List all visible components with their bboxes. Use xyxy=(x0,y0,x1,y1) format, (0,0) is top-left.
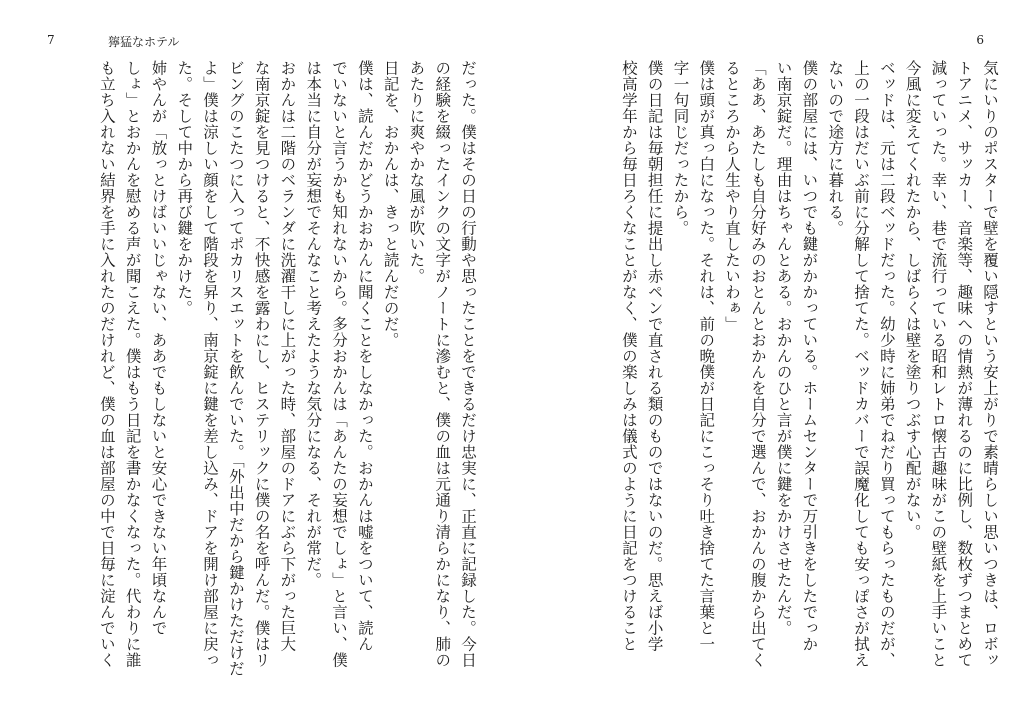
text-line: 日記を、おかんは、きっと読んだのだ。 xyxy=(381,60,400,348)
running-title: 獰猛なホテル xyxy=(108,35,180,49)
text-line: の経験を綴ったインクの文字がノートに滲むと、僕の血は元通り清らかになり、肺の xyxy=(433,60,452,668)
text-line: ないので途方に暮れる。 xyxy=(826,60,845,236)
text-line: よ」僕は涼しい顔をして階段を昇り、南京錠に鍵を差し込み、ドアを開け部屋に戻っ xyxy=(201,60,220,668)
text-line: 僕の部屋には、いつでも鍵がかかっている。ホームセンターで万引きをしたでっか xyxy=(800,60,819,652)
text-line: トアニメ、サッカー、音楽等、趣味への情熱が薄れるのに比例し、数枚ずつまとめて xyxy=(955,60,974,668)
text-line: 減っていった。幸い、巷で流行っている昭和レトロ懐古趣味がこの壁紙を上手いこと xyxy=(929,60,948,668)
text-line: 今風に変えてくれたから、しばらくは壁を塗りつぶす心配がない。 xyxy=(903,60,922,540)
right-page-body xyxy=(602,60,1002,690)
left-page-body xyxy=(40,60,480,690)
text-line: あたりに爽やかな風が吹いた。 xyxy=(407,60,426,284)
right-page xyxy=(512,0,1024,722)
text-line: 僕は頭が真っ白になった。それは、前の晩僕が日記にこっそり吐き捨てた言葉と一 xyxy=(697,60,716,652)
text-line: ベッドは、元は二段ベッドだった。幼少時に姉弟でねだり買ってもらったものだが、 xyxy=(877,60,896,668)
text-line: だった。僕はその日の行動や思ったことをできるだけ忠実に、正直に記録した。今日 xyxy=(459,60,477,668)
text-line: は本当に自分が妄想でそんなこと考えたような気分になる、それが常だ。 xyxy=(304,60,323,588)
text-line: しょ」とおかんを慰める声が聞こえた。僕はもう日記を書かなくなった。代わりに誰 xyxy=(123,60,142,668)
text-line: 上の一段はだいぶ前に分解して捨てた。ベッドカバーで誤魔化しても安っぽさが拭え xyxy=(852,60,871,668)
page-number-right: 6 xyxy=(976,33,984,47)
text-line: 姉やんが「放っとけばいいじゃない、ああでもしないと安心できない年頃なんで xyxy=(149,60,168,636)
text-line: 「ああ、あたしも自分好みのおとんとおかんを自分で選んで、おかんの腹から出てく xyxy=(748,60,767,668)
text-line: るところから人生やり直したいわぁ」 xyxy=(723,60,742,332)
text-line: でいないと言うかも知れないから。多分おかんは「あんたの妄想でしょ」と言い、僕 xyxy=(330,60,349,668)
text-line: も立ち入れない結界を手に入れたのだけれど、僕の血は部屋の中で日毎に淀んでいく xyxy=(97,60,116,668)
text-line: 気にいりのポスターで壁を覆い隠すという安上がりで素晴らしい思いつきは、ロボッ xyxy=(981,60,999,668)
text-line: 僕の日記は毎朝担任に提出し赤ペンで直される類のものではないのだ。思えば小学 xyxy=(645,60,664,652)
text-line: 僕は、読んだかどうかおかんに聞くことをしなかった。おかんは嘘をついて、読ん xyxy=(355,60,374,652)
text-line: 字一句同じだったから。 xyxy=(671,60,690,236)
text-line: ビングのこたつに入ってポカリスエットを飲んでいた。「外出中だから鍵かけただけだ xyxy=(226,60,245,677)
text-line: い南京錠だ。理由はちゃんとある。おかんのひと言が僕に鍵をかけさせたんだ。 xyxy=(774,60,793,636)
page-number-left: 7 xyxy=(47,33,55,47)
text-line: た。そして中から再び鍵をかけた。 xyxy=(175,60,194,316)
text-line: おかんは二階のベランダに洗濯干しに上がった時、部屋のドアにぶら下がった巨大 xyxy=(278,60,297,652)
text-line: な南京錠を見つけると、不快感を露わにし、ヒステリックに僕の名を呼んだ。僕はリ xyxy=(252,60,271,668)
text-line: 校高学年から毎日ろくなことがなく、僕の楽しみは儀式のように日記をつけること xyxy=(619,60,638,652)
